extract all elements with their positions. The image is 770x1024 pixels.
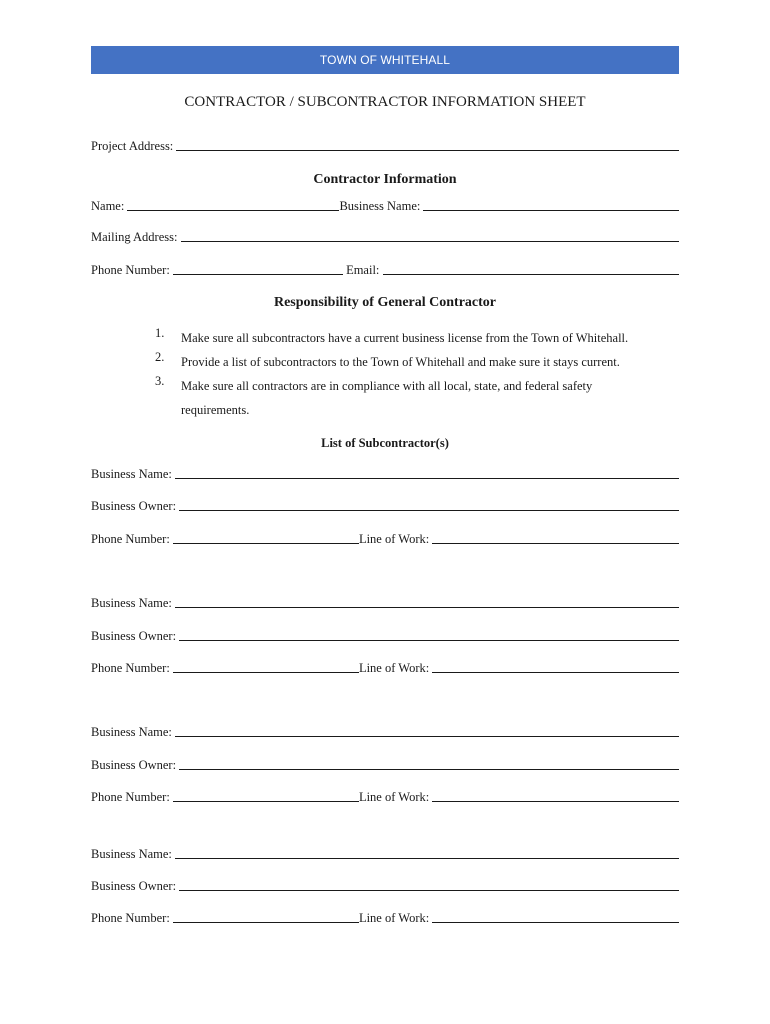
contractor-name-row bbox=[91, 199, 679, 214]
sub-business-name-label: Business Name: bbox=[91, 596, 172, 610]
document-title: CONTRACTOR / SUBCONTRACTOR INFORMATION SHEET bbox=[184, 94, 586, 110]
sub-business-owner-label: Business Owner: bbox=[91, 499, 177, 513]
sub1-business-name-row bbox=[91, 467, 679, 482]
sub1-line-of-work-field[interactable] bbox=[432, 543, 679, 544]
responsibility-heading: Responsibility of General Contractor bbox=[273, 295, 497, 310]
sub1-business-name-field[interactable] bbox=[175, 478, 679, 479]
contractor-name-field[interactable] bbox=[127, 210, 339, 211]
sub-phone-label: Phone Number: bbox=[91, 911, 170, 925]
contractor-information-heading: Contractor Information bbox=[313, 172, 457, 187]
sub-line-of-work-label: Line of Work: bbox=[358, 911, 430, 925]
contractor-name-label: Name: bbox=[91, 199, 125, 213]
sub2-business-name-row bbox=[91, 596, 679, 611]
mailing-address-label: Mailing Address: bbox=[91, 230, 178, 244]
list-number: 2. bbox=[155, 350, 165, 364]
sub4-business-owner-field[interactable] bbox=[179, 890, 679, 891]
sub3-business-owner-row bbox=[91, 758, 679, 773]
sub4-business-owner-row bbox=[91, 879, 679, 894]
contractor-business-name-field[interactable] bbox=[423, 210, 679, 211]
mailing-address-field[interactable] bbox=[181, 241, 679, 242]
sub1-phone-row bbox=[91, 532, 679, 547]
town-banner: TOWN OF WHITEHALL bbox=[91, 46, 679, 74]
sub1-business-owner-field[interactable] bbox=[179, 510, 679, 511]
sub2-business-owner-field[interactable] bbox=[179, 640, 679, 641]
sub-business-name-label: Business Name: bbox=[91, 467, 172, 481]
project-address-field[interactable] bbox=[176, 150, 679, 151]
sub2-line-of-work-field[interactable] bbox=[432, 672, 679, 673]
list-text: Make sure all contractors are in compliance with all local, state, and federal safety requirements. bbox=[181, 379, 593, 417]
responsibility-item bbox=[155, 350, 685, 374]
sub2-phone-field[interactable] bbox=[173, 672, 359, 673]
project-address-label: Project Address: bbox=[91, 139, 174, 153]
sub-line-of-work-label: Line of Work: bbox=[358, 661, 430, 675]
contractor-email-field[interactable] bbox=[383, 274, 679, 275]
sub4-phone-field[interactable] bbox=[173, 922, 359, 923]
sub-line-of-work-label: Line of Work: bbox=[358, 532, 430, 546]
sub4-business-name-row bbox=[91, 847, 679, 862]
sub2-business-owner-row bbox=[91, 629, 679, 644]
contractor-phone-row bbox=[91, 263, 679, 278]
responsibility-item bbox=[155, 374, 655, 422]
contractor-email-label: Email: bbox=[346, 263, 380, 277]
sub-phone-label: Phone Number: bbox=[91, 532, 170, 546]
sub1-phone-field[interactable] bbox=[173, 543, 359, 544]
sub-phone-label: Phone Number: bbox=[91, 661, 170, 675]
responsibility-item bbox=[155, 326, 685, 350]
mailing-address-row bbox=[91, 230, 679, 245]
sub4-phone-row bbox=[91, 911, 679, 926]
sub-phone-label: Phone Number: bbox=[91, 790, 170, 804]
sub-business-name-label: Business Name: bbox=[91, 725, 172, 739]
project-address-row bbox=[91, 139, 679, 154]
subcontractor-list-heading: List of Subcontractor(s) bbox=[321, 436, 449, 450]
list-number: 1. bbox=[155, 326, 165, 340]
contractor-business-name-label: Business Name: bbox=[339, 199, 421, 213]
sub-business-owner-label: Business Owner: bbox=[91, 758, 177, 772]
sub2-phone-row bbox=[91, 661, 679, 676]
sub3-business-name-field[interactable] bbox=[175, 736, 679, 737]
list-text: Make sure all subcontractors have a current business license from the Town of Whitehall. bbox=[181, 331, 629, 345]
sub-business-name-label: Business Name: bbox=[91, 847, 172, 861]
sub4-business-name-field[interactable] bbox=[175, 858, 679, 859]
sub3-business-owner-field[interactable] bbox=[179, 769, 679, 770]
list-number: 3. bbox=[155, 374, 165, 388]
sub1-business-owner-row bbox=[91, 499, 679, 514]
sub3-phone-row bbox=[91, 790, 679, 805]
sub-business-owner-label: Business Owner: bbox=[91, 879, 177, 893]
sub3-business-name-row bbox=[91, 725, 679, 740]
sub4-line-of-work-field[interactable] bbox=[432, 922, 679, 923]
list-text: Provide a list of subcontractors to the Town of Whitehall and make sure it stays current. bbox=[181, 355, 620, 369]
sub-line-of-work-label: Line of Work: bbox=[358, 790, 430, 804]
contractor-phone-label: Phone Number: bbox=[91, 263, 170, 277]
sub2-business-name-field[interactable] bbox=[175, 607, 679, 608]
sub3-line-of-work-field[interactable] bbox=[432, 801, 679, 802]
contractor-phone-field[interactable] bbox=[173, 274, 343, 275]
sub-business-owner-label: Business Owner: bbox=[91, 629, 177, 643]
sub3-phone-field[interactable] bbox=[173, 801, 359, 802]
